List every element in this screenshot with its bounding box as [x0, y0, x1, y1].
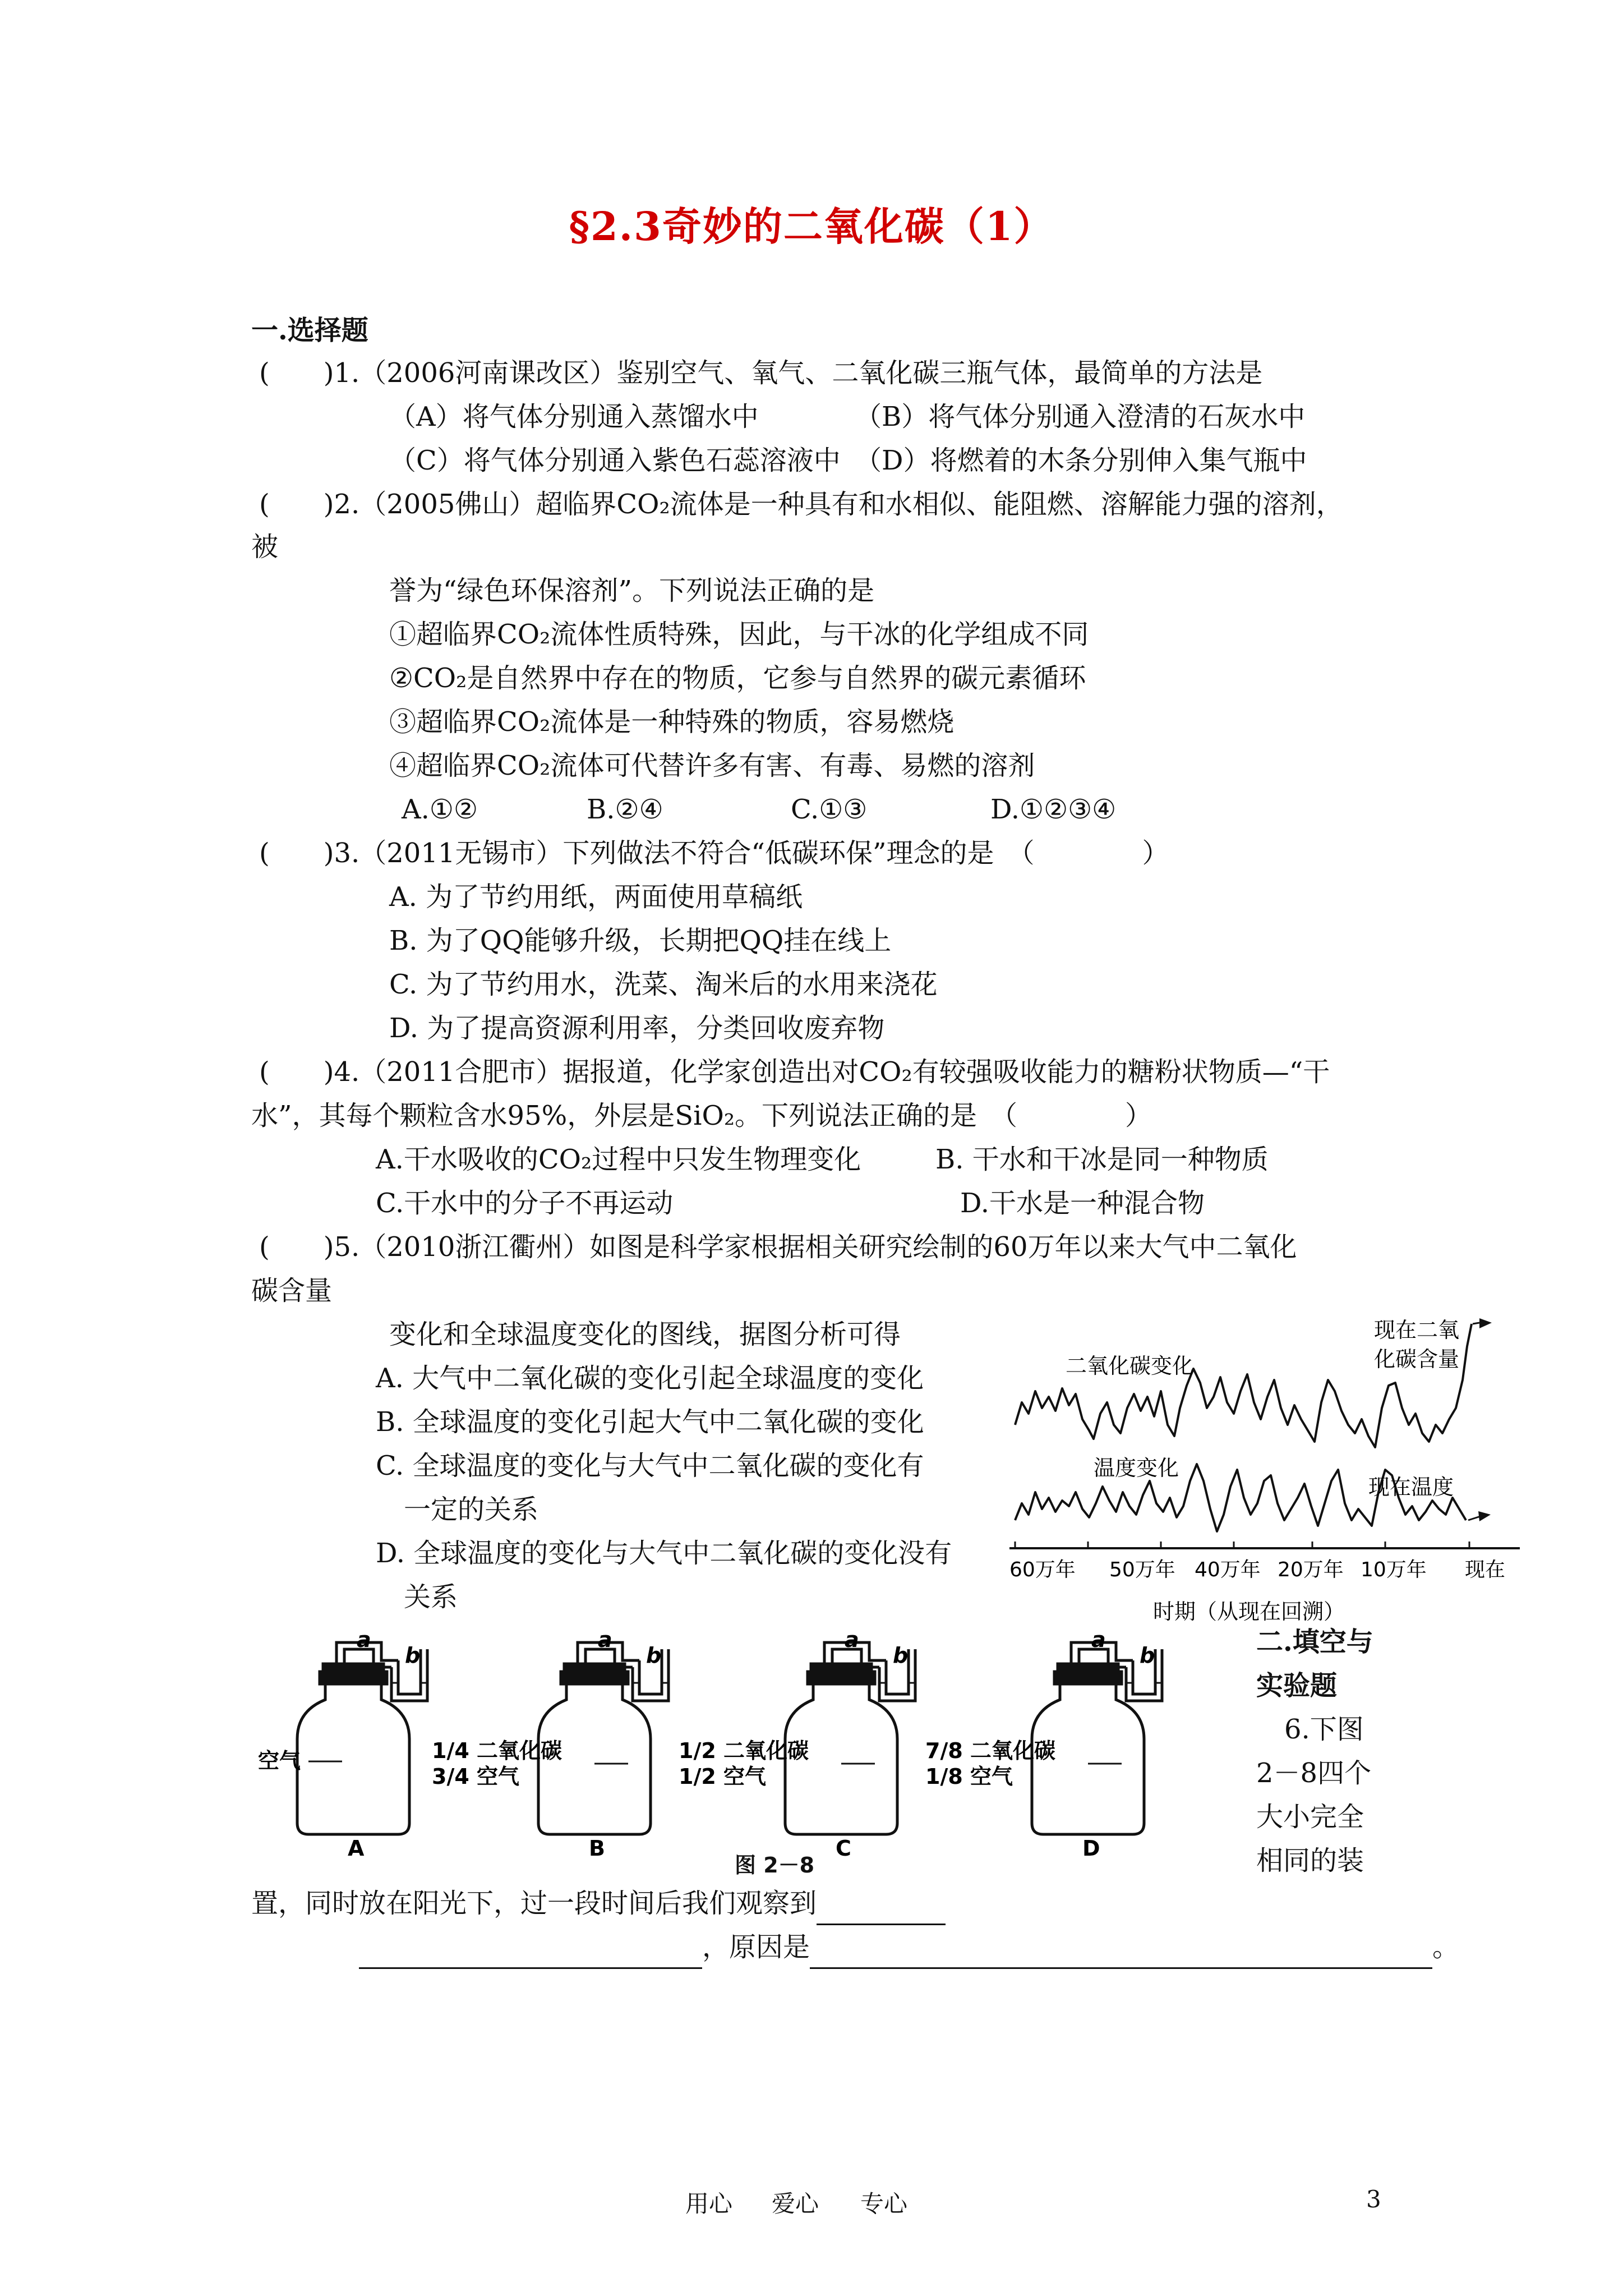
jar-a	[297, 1642, 427, 1834]
graph-label-temp: 温度变化	[1094, 1456, 1179, 1480]
q6-wrap-4: 相同的装	[1256, 1845, 1364, 1876]
q4-line2: 水”，其每个颗粒含水95%，外层是SiO₂。下列说法正确的是 （ ）	[251, 1100, 1152, 1131]
q4-option-d: D.干水是一种混合物	[960, 1188, 1205, 1219]
q6-reason-blank[interactable]	[810, 1937, 1432, 1969]
q6-wrap-2: 2－8四个	[1256, 1757, 1372, 1789]
q4-option-c: C.干水中的分子不再运动	[376, 1188, 674, 1219]
q4-option-b: B. 干水和干冰是同一种物质	[935, 1144, 1269, 1175]
q3-stem: ( )3.（2011无锡市）下列做法不符合“低碳环保”理念的是 （ ）	[259, 838, 1169, 869]
tube-a-label-2: a	[598, 1627, 612, 1652]
jar-letter-a: A	[348, 1836, 365, 1861]
graph-tick-20: 20万年	[1278, 1558, 1344, 1581]
footer-motto-3: 专心	[860, 2190, 908, 2217]
jar-d-line1: 7/8 二氧化碳	[925, 1738, 1055, 1763]
graph-tick-10: 10万年	[1361, 1558, 1427, 1581]
section-heading-choice: 一.选择题	[251, 315, 368, 346]
q6-wrap-3: 大小完全	[1256, 1801, 1364, 1833]
graph-tick-40: 40万年	[1195, 1558, 1261, 1581]
q5-stem-continued: 碳含量	[251, 1275, 333, 1306]
graph-xlabel: 时期（从现在回溯）	[1153, 1599, 1345, 1624]
q1-option-c: （C）将气体分别通入紫色石蕊溶液中	[389, 445, 841, 476]
footer-motto-2: 爱心	[772, 2190, 819, 2217]
q6-wrap-1: 6.下图	[1284, 1714, 1364, 1745]
section-heading-fill-2: 实验题	[1256, 1670, 1338, 1701]
q2-option-d: D.①②③④	[990, 794, 1117, 825]
q6-line1: 置，同时放在阳光下，过一段时间后我们观察到	[251, 1881, 946, 1925]
graph-tick-60: 60万年	[1009, 1558, 1076, 1581]
graph-label-co2: 二氧化碳变化	[1066, 1354, 1194, 1378]
q2-statement-3: ③超临界CO₂流体是一种特殊的物质，容易燃烧	[389, 706, 955, 738]
jar-b-line2: 3/4 空气	[432, 1764, 519, 1789]
q1-option-b: （B）将气体分别通入澄清的石灰水中	[855, 401, 1306, 432]
jar-letter-c: C	[836, 1836, 851, 1861]
tube-b-label-4: b	[1140, 1643, 1155, 1668]
q2-option-b: B.②④	[587, 794, 663, 825]
q5-option-c-line1: C. 全球温度的变化与大气中二氧化碳的变化有	[376, 1450, 924, 1481]
co2-curve	[1015, 1324, 1472, 1447]
q1-option-d: （D）将燃着的木条分别伸入集气瓶中	[855, 445, 1307, 476]
q5-option-d-line1: D. 全球温度的变化与大气中二氧化碳的变化没有	[376, 1538, 952, 1569]
q6-answer-blank-2[interactable]	[359, 1937, 702, 1969]
tube-b-label-3: b	[893, 1643, 909, 1668]
jar-letter-b: B	[589, 1836, 605, 1861]
graph-tick-50: 50万年	[1109, 1558, 1175, 1581]
q2-stem: ( )2.（2005佛山）超临界CO₂流体是一种具有和水相似、能阻燃、溶解能力强的溶剂，	[259, 489, 1343, 520]
section-heading-fill-1: 二.填空与	[1256, 1626, 1373, 1658]
graph-tick-now: 现在	[1465, 1558, 1506, 1581]
jar-letter-d: D	[1082, 1836, 1100, 1861]
footer-motto-1: 用心	[685, 2190, 733, 2217]
q6-line2: ，原因是 。	[359, 1925, 1459, 1969]
q5-option-c-line2: 一定的关系	[404, 1494, 539, 1525]
jar-a-label: 空气	[258, 1749, 301, 1773]
tube-a-label-3: a	[845, 1627, 859, 1652]
co2-temperature-graph	[1009, 1313, 1525, 1627]
graph-label-now-co2-1: 现在二氧	[1374, 1318, 1460, 1342]
jar-d-line2: 1/8 空气	[925, 1764, 1013, 1789]
q4-stem: ( )4.（2011合肥市）据报道，化学家创造出对CO₂有较强吸收能力的糖粉状物质—“干	[259, 1056, 1330, 1088]
q2-option-a: A.①②	[402, 794, 478, 825]
q2-statement-1: ①超临界CO₂流体性质特殊，因此，与干冰的化学组成不同	[389, 619, 1089, 650]
q6-answer-blank-1[interactable]	[817, 1893, 946, 1925]
q2-statement-2: ②CO₂是自然界中存在的物质，它参与自然界的碳元素循环	[389, 662, 1086, 694]
q2-option-c: C.①③	[791, 794, 868, 825]
q1-option-a: （A）将气体分别通入蒸馏水中	[389, 401, 759, 432]
q2-stem-continued: 被	[251, 531, 279, 563]
tube-a-label-1: a	[357, 1627, 371, 1652]
tube-b-label-2: b	[646, 1643, 662, 1668]
q3-option-b: B. 为了QQ能够升级，长期把QQ挂在线上	[389, 925, 892, 956]
q2-statement-4: ④超临界CO₂流体可代替许多有害、有毒、易燃的溶剂	[389, 750, 1035, 781]
q5-option-d-line2: 关系	[404, 1581, 458, 1613]
q5-option-b: B. 全球温度的变化引起大气中二氧化碳的变化	[376, 1406, 924, 1438]
q3-option-d: D. 为了提高资源利用率，分类回收废弃物	[389, 1013, 885, 1044]
jar-c-line1: 1/2 二氧化碳	[679, 1738, 809, 1763]
q3-option-a: A. 为了节约用纸，两面使用草稿纸	[389, 881, 803, 913]
q2-line2: 誉为“绿色环保溶剂”。下列说法正确的是	[389, 575, 875, 606]
q3-option-c: C. 为了节约用水，洗菜、淘米后的水用来浇花	[389, 969, 938, 1000]
q4-option-a: A.干水吸收的CO₂过程中只发生物理变化	[376, 1144, 861, 1175]
q5-stem: ( )5.（2010浙江衢州）如图是科学家根据相关研究绘制的60万年以来大气中二氧化	[259, 1231, 1297, 1263]
graph-label-now-temp: 现在温度	[1368, 1475, 1454, 1499]
jar-c-line2: 1/2 空气	[679, 1764, 766, 1789]
tube-b-label-1: b	[405, 1643, 421, 1668]
jar-b-line1: 1/4 二氧化碳	[432, 1738, 562, 1763]
graph-label-now-co2-2: 化碳含量	[1374, 1347, 1460, 1372]
figure-caption: 图 2－8	[735, 1853, 815, 1878]
figure-2-8-apparatus	[258, 1627, 1234, 1862]
q5-option-a: A. 大气中二氧化碳的变化引起全球温度的变化	[376, 1363, 924, 1394]
page-number: 3	[1366, 2185, 1381, 2213]
q1-stem: ( )1.（2006河南课改区）鉴别空气、氧气、二氧化碳三瓶气体，最简单的方法是	[259, 357, 1263, 389]
page-title: §2.3奇妙的二氧化碳（1）	[569, 203, 1054, 250]
tube-a-label-4: a	[1091, 1627, 1106, 1652]
q5-line2: 变化和全球温度变化的图线，据图分析可得	[389, 1319, 901, 1350]
